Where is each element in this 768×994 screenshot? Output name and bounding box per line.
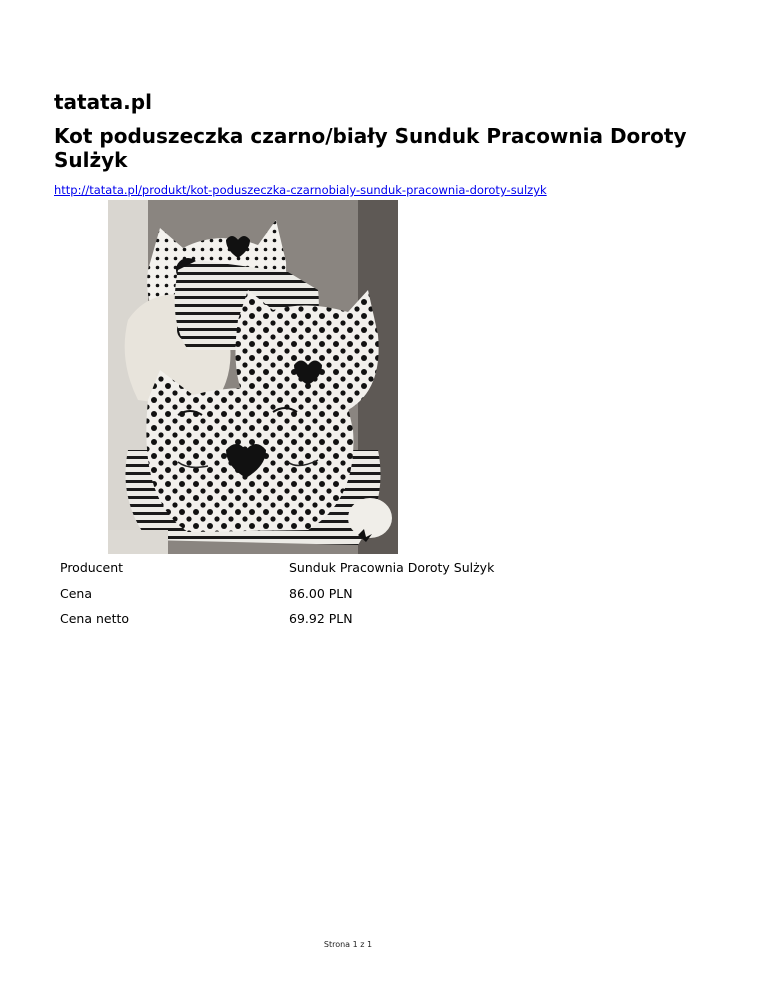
product-image: [108, 200, 398, 554]
attribute-label: Cena: [60, 585, 93, 601]
table-row: [54, 606, 500, 632]
page-number: Strona 1 z 1: [323, 940, 373, 949]
product-title: Kot poduszeczka czarno/biały Sunduk Pracownia Doroty Sulżyk: [54, 124, 687, 172]
product-attributes-table: [54, 555, 500, 632]
product-url-link[interactable]: http://tatata.pl/produkt/kot-poduszeczka-czarnobialy-sunduk-pracownia-doroty-sulzyk: [54, 183, 547, 197]
attribute-value: 86.00 PLN: [289, 585, 353, 601]
attribute-label: Producent: [60, 560, 124, 575]
cat-pillows-illustration: [108, 200, 398, 554]
attribute-value: 69.92 PLN: [289, 611, 353, 626]
site-title: tatata.pl: [54, 90, 152, 114]
table-row: [54, 555, 500, 581]
table-row: [54, 581, 500, 607]
attribute-label: Cena netto: [60, 611, 130, 626]
attribute-value: Sunduk Pracownia Doroty Sulżyk: [289, 560, 495, 575]
